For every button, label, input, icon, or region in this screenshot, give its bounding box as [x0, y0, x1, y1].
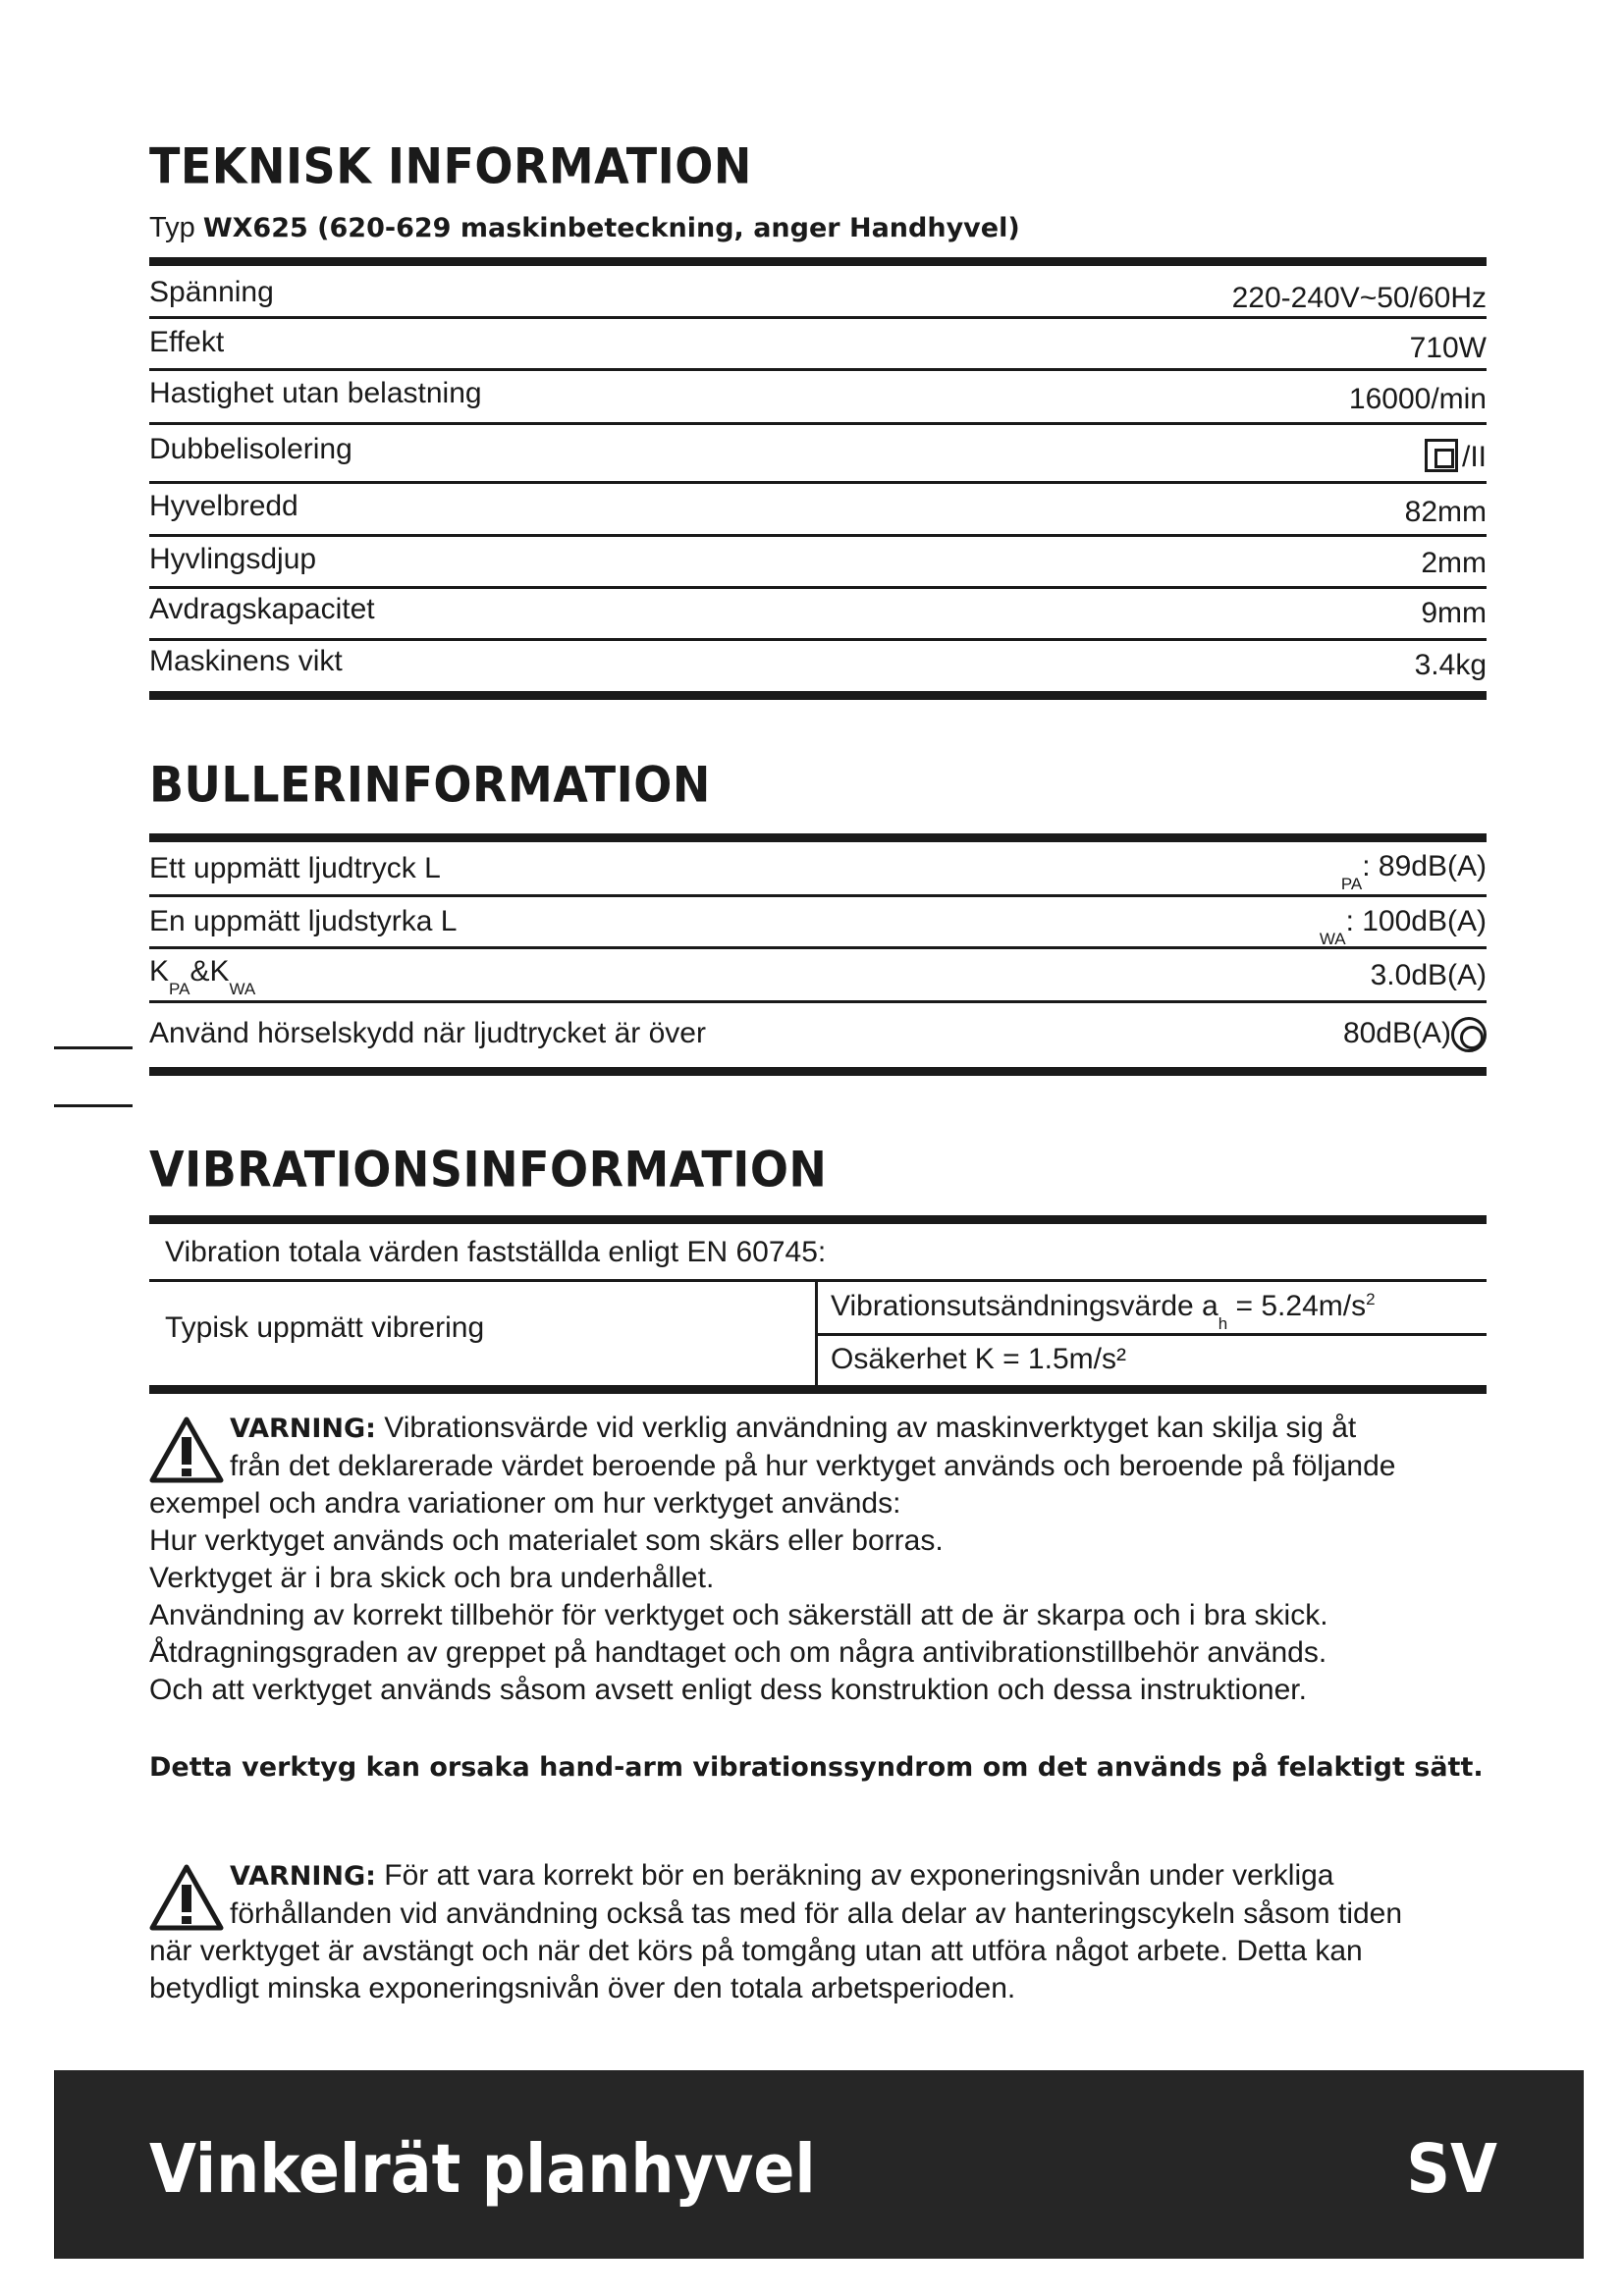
table-row: [149, 484, 1487, 537]
typical-label: Typisk uppmätt vibrering: [165, 1311, 485, 1344]
warning-list-item: Och att verktyget används såsom avsett enligt dess konstruktion och dessa instruktioner.: [149, 1674, 1307, 1706]
warning-text: från det deklarerade värdet beroende på hur verktyget används och beroende på följande: [230, 1450, 1396, 1482]
warning-list-item: Verktyget är i bra skick och bra underhållet.: [149, 1562, 715, 1594]
row-value: 3.0dB(A): [1370, 959, 1487, 991]
row-value: 9mm: [1421, 597, 1487, 629]
row-value: 3.4kg: [1414, 649, 1487, 681]
table-row: [149, 949, 1487, 1003]
emission-value: = 5.24m/s: [1227, 1290, 1367, 1322]
warning-triangle-icon: [149, 1415, 224, 1484]
vibration-grid: [149, 1282, 1487, 1394]
table-row: [149, 641, 1487, 700]
warning-title: VARNING:: [230, 1414, 376, 1444]
model-type-value: WX625 (620-629 maskinbeteckning, anger Handhyvel): [202, 213, 1020, 243]
table-top-bar: [149, 833, 1487, 842]
warning-triangle-icon: [149, 1863, 224, 1932]
table-row: [149, 589, 1487, 641]
row-label: Maskinens vikt: [149, 645, 343, 677]
row-subscript: WA: [1319, 930, 1346, 948]
vibration-heading: VIBRATIONSINFORMATION: [149, 1141, 828, 1199]
row-value: : 89dB(A): [1362, 850, 1487, 882]
vibration-intro: Vibration totala värden fastställda enligt EN 60745:: [165, 1236, 827, 1268]
warning-list-item: Åtdragningsgraden av greppet på handtaget och om några antivibrationstillbehör används.: [149, 1636, 1327, 1669]
k-symbol: K: [149, 955, 170, 988]
warning-list-item: Användning av korrekt tillbehör för verktyget och säkerställ att de är skarpa och i bra skick.: [149, 1599, 1328, 1631]
model-type-line: [149, 212, 1020, 244]
vibration-warning: [149, 1410, 1487, 1709]
language-code: SV: [1406, 2129, 1497, 2209]
table-top-bar: [149, 1215, 1487, 1224]
row-label: Använd hörselskydd när ljudtrycket är över: [149, 1017, 706, 1049]
k-and-symbol: &K: [189, 955, 230, 988]
vibration-table: [149, 1215, 1487, 1394]
row-label: Effekt: [149, 326, 225, 358]
warning-text: För att vara korrekt bör en beräkning av exponeringsnivån under verkliga: [375, 1859, 1334, 1892]
row-value: 16000/min: [1348, 383, 1487, 415]
table-row: [149, 371, 1487, 425]
row-value-wrap: [1425, 439, 1487, 474]
row-value: 220-240V~50/60Hz: [1231, 282, 1487, 314]
emission-superscript: 2: [1366, 1290, 1376, 1308]
row-label: En uppmätt ljudstyrka L: [149, 905, 458, 937]
row-value: 710W: [1409, 332, 1487, 364]
row-label: Avdragskapacitet: [149, 593, 375, 625]
warning-title: VARNING:: [230, 1861, 376, 1892]
row-value: : 100dB(A): [1345, 905, 1487, 937]
row-value-wrap: [1343, 1017, 1487, 1052]
row-label-wrap: [149, 955, 255, 999]
ear-protection-icon: [1451, 1017, 1487, 1052]
warning-text: betydligt minska exponeringsnivån över den totala arbetsperioden.: [149, 1972, 1016, 2004]
warning-text: när verktyget är avstängt och när det körs på tomgång utan att utföra något arbete. Detta kan: [149, 1935, 1363, 1967]
row-subscript: PA: [1340, 875, 1363, 893]
row-value-wrap: [1341, 850, 1487, 894]
exposure-warning: [149, 1857, 1487, 2007]
table-row: [149, 319, 1487, 371]
emission-subscript: h: [1218, 1314, 1228, 1333]
row-label: Hyvlingsdjup: [149, 543, 317, 575]
table-row: [149, 425, 1487, 484]
k-subscript: WA: [229, 980, 256, 998]
row-value: 82mm: [1404, 496, 1487, 528]
table-row: [149, 537, 1487, 589]
row-label: Dubbelisolering: [149, 433, 352, 465]
warning-text: Vibrationsvärde vid verklig användning av maskinverktyget kan skilja sig åt: [375, 1412, 1357, 1444]
noise-heading: BULLERINFORMATION: [149, 756, 711, 814]
warning-text: förhållanden vid användning också tas med för alla delar av hanteringscykeln såsom tiden: [230, 1897, 1403, 1930]
warning-list-item: Hur verktyget används och materialet som skärs eller borras.: [149, 1524, 944, 1557]
warning-text: exempel och andra variationer om hur verktyget används:: [149, 1487, 901, 1520]
footer-title: Vinkelrät planhyvel: [149, 2129, 816, 2209]
k-subscript: PA: [169, 980, 190, 998]
footer-banner: [54, 2070, 1584, 2259]
row-value-wrap: [1320, 905, 1487, 949]
table-row: [149, 842, 1487, 897]
noise-table: [149, 833, 1487, 1076]
margin-mark: [54, 1104, 133, 1107]
model-type-prefix: Typ: [149, 212, 195, 243]
table-row: [149, 266, 1487, 319]
row-label: Ett uppmätt ljudtryck L: [149, 852, 441, 884]
double-insulation-icon: [1425, 439, 1458, 472]
table-row: [149, 1003, 1487, 1076]
hand-arm-vibration-note: Detta verktyg kan orsaka hand-arm vibrationssyndrom om det används på felaktigt sätt.: [149, 1752, 1484, 1783]
row-value: 2mm: [1421, 547, 1487, 579]
uncertainty-value: Osäkerhet K = 1.5m/s²: [831, 1343, 1126, 1375]
table-row: [149, 897, 1487, 949]
row-label: Hyvelbredd: [149, 490, 298, 522]
row-value: /II: [1461, 441, 1487, 473]
table-row: [149, 1224, 1487, 1282]
technical-table: [149, 257, 1487, 700]
table-top-bar: [149, 257, 1487, 266]
row-label: Spänning: [149, 276, 274, 308]
margin-mark: [54, 1046, 133, 1049]
emission-label: Vibrationsutsändningsvärde a: [831, 1290, 1218, 1322]
row-value: 80dB(A): [1342, 1017, 1451, 1049]
row-label: Hastighet utan belastning: [149, 377, 482, 409]
technical-heading: TEKNISK INFORMATION: [149, 137, 752, 195]
emission-value-wrap: [831, 1290, 1376, 1334]
